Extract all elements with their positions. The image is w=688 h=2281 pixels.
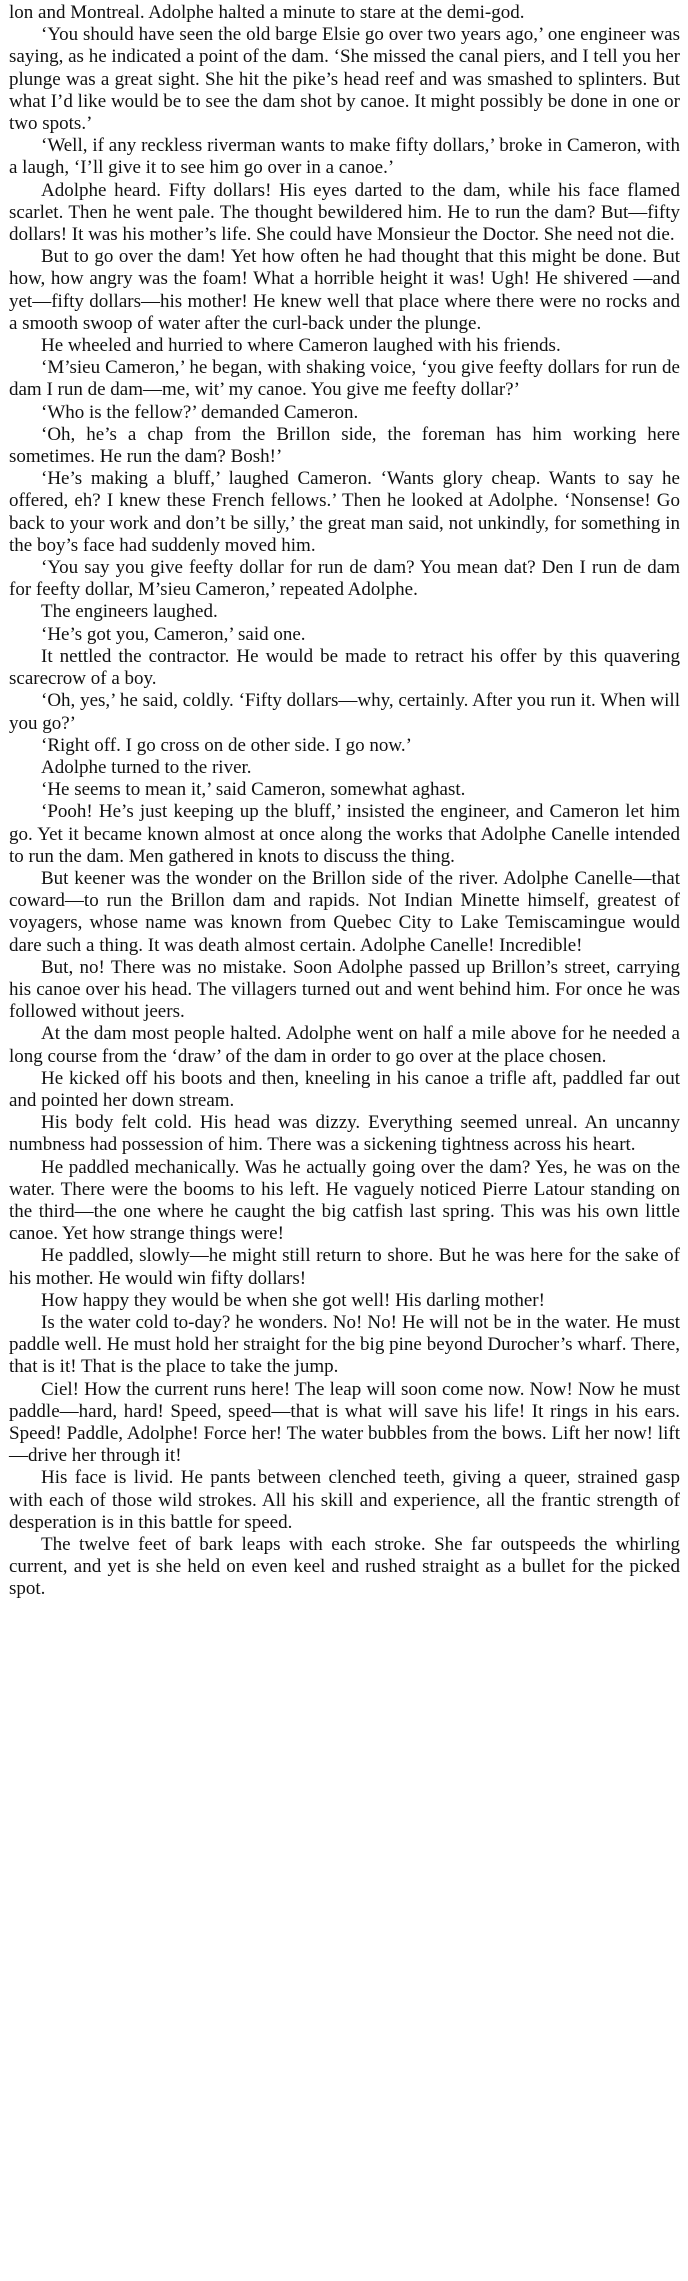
paragraph-31: The twelve feet of bark leaps with each stroke. She far outspeeds the whirling current, and yet is she held on even keel and rushed straight as a bullet for the picked spot. <box>9 1534 680 1600</box>
paragraph-8: ‘Who is the fellow?’ demanded Cameron. <box>41 401 359 423</box>
paragraph-1: lon and Montreal. Adolphe halted a minute to stare at the demi-god. <box>9 2 525 23</box>
paragraph-23: He kicked off his boots and then, kneeling in his canoe a trifle aft, paddled far out and pointed her down stream. <box>9 1067 680 1111</box>
paragraph-3: ‘Well, if any reckless riverman wants to make fifty dollars,’ broke in Cameron, with a laugh, ‘I’ll give it to see him go over in a canoe.’ <box>9 135 680 179</box>
paragraph-19: ‘Pooh! He’s just keeping up the bluff,’ insisted the engineer, and Cameron let him go. Yet it became known almost at once along the works that Adolphe Canelle intended to run the dam. Men gathered in knots to discuss the thing. <box>9 801 680 867</box>
paragraph-10: ‘He’s making a bluff,’ laughed Cameron. ‘Wants glory cheap. Wants to say he offered, eh? I knew these French fellows.’ Then he looked at Adolphe. ‘Nonsense! Go back to your work and don’t be silly,’ the great man said, not unkindly, for something in the boy’s face had suddenly moved him. <box>9 468 680 556</box>
paragraph-17: Adolphe turned to the river. <box>41 756 252 778</box>
paragraph-2: ‘You should have seen the old barge Elsie go over two years ago,’ one engineer was saying, as he indicated a point of the dam. ‘She missed the canal piers, and I tell you her plunge was a great sight. She hit the pike’s head reef and was smashed to splinters. But what I’d like would be to see the dam shot by canoe. It might possibly be done in one or two spots.’ <box>9 24 680 135</box>
paragraph-26: He paddled, slowly—he might still return to shore. But he was here for the sake of his mother. He would win fifty dollars! <box>9 1245 680 1289</box>
paragraph-29: Ciel! How the current runs here! The leap will soon come now. Now! Now he must paddle—hard, hard! Speed, speed—that is what will save his life! It rings in his ears. Speed! Paddle, Adolphe! Force her! The water bubbles from the bows. Lift her now! lift—drive her through it! <box>9 1378 680 1467</box>
paragraph-9: ‘Oh, he’s a chap from the Brillon side, the foreman has him working here sometimes. He run the dam? Bosh!’ <box>9 423 680 468</box>
paragraph-16: ‘Right off. I go cross on de other side. I go now.’ <box>41 734 412 756</box>
paragraph-24: His body felt cold. His head was dizzy. Everything seemed unreal. An uncanny numbness had possession of him. There was a sickening tightness across his heart. <box>9 1112 680 1156</box>
paragraph-7: ‘M’sieu Cameron,’ he began, with shaking voice, ‘you give feefty dollars for run de dam I run de dam—me, wit’ my canoe. You give me feefty dollar?’ <box>9 357 680 401</box>
paragraph-6: He wheeled and hurried to where Cameron laughed with his friends. <box>41 335 561 357</box>
paragraph-18: ‘He seems to mean it,’ said Cameron, somewhat aghast. <box>41 779 466 801</box>
paragraph-27: How happy they would be when she got well! His darling mother! <box>41 1289 545 1311</box>
paragraph-28: Is the water cold to-day? he wonders. No! No! He will not be in the water. He must paddle well. He must hold her straight for the big pine beyond Durocher’s wharf. There, that is it! That is the place to take the jump. <box>9 1311 680 1378</box>
paragraph-5: But to go over the dam! Yet how often he had thought that this might be done. But how, how angry was the foam! What a horrible height it was! Ugh! He shivered —and yet—fifty dollars—his mother! He knew well that place where there were no rocks and a smooth swoop of water after the curl-back under the plunge. <box>9 246 680 334</box>
paragraph-4: Adolphe heard. Fifty dollars! His eyes darted to the dam, while his face flamed scarlet. Then he went pale. The thought bewildered him. He to run the dam? But—fifty dollars! It was his mother’s life. She could have Monsieur the Doctor. She need not die. <box>9 179 680 246</box>
paragraph-13: ‘He’s got you, Cameron,’ said one. <box>41 623 306 645</box>
paragraph-22: At the dam most people halted. Adolphe went on half a mile above for he needed a long course from the ‘draw’ of the dam in order to go over at the place chosen. <box>9 1023 680 1067</box>
paragraph-12: The engineers laughed. <box>41 601 218 623</box>
paragraph-20: But keener was the wonder on the Brillon side of the river. Adolphe Canelle—that coward—to run the Brillon dam and rapids. Not Indian Minette himself, greatest of voyagers, whose name was known from Quebec City to Lake Temiscamingue would dare such a thing. It was death almost certain. Adolphe Canelle! Incredible! <box>9 867 680 956</box>
paragraph-11: ‘You say you give feefty dollar for run de dam? You mean dat? Den I run de dam for feefty dollar, M’sieu Cameron,’ repeated Adolphe. <box>9 557 680 601</box>
paragraph-14: It nettled the contractor. He would be made to retract his offer by this quavering scarecrow of a boy. <box>9 645 680 690</box>
paragraph-30: His face is livid. He pants between clenched teeth, giving a queer, strained gasp with each of those wild strokes. All his skill and experience, all the frantic strength of desperation is in this battle for speed. <box>9 1467 680 1533</box>
paragraph-15: ‘Oh, yes,’ he said, coldly. ‘Fifty dollars—why, certainly. After you run it. When will you go?’ <box>9 690 680 734</box>
paragraph-21: But, no! There was no mistake. Soon Adolphe passed up Brillon’s street, carrying his canoe over his head. The villagers turned out and went behind him. For once he was followed without jeers. <box>9 956 680 1023</box>
paragraph-25: He paddled mechanically. Was he actually going over the dam? Yes, he was on the water. There were the booms to his left. He vaguely noticed Pierre Latour standing on the third—the one where he caught the big catfish last spring. This was his own little canoe. Yet how strange things were! <box>9 1156 680 1245</box>
